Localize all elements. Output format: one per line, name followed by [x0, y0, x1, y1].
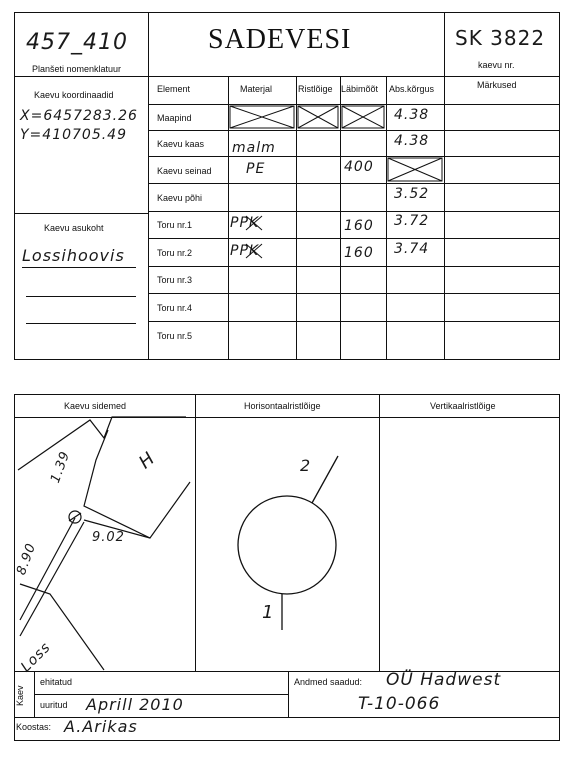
compiled-label: Koostas: — [16, 722, 52, 732]
sketch-dim-3: 9.02 — [92, 530, 125, 545]
cell-diameter: 400 — [344, 159, 374, 175]
cell-height: 3.74 — [394, 241, 430, 257]
footer-middle-divider — [288, 671, 289, 717]
cell-height: 4.38 — [394, 133, 430, 149]
cell-height: 4.38 — [394, 107, 430, 123]
col-header-notes: Märkused — [477, 80, 517, 90]
coordinate-x: X=6457283.26 — [20, 108, 138, 124]
row-element: Toru nr.4 — [157, 303, 193, 313]
cell-material: PPK — [230, 243, 260, 259]
location-label: Kaevu asukoht — [44, 223, 104, 233]
measured-label: uuritud — [40, 700, 68, 710]
pipe-2-label: 2 — [300, 456, 312, 475]
cell-height: 3.72 — [394, 213, 430, 229]
row-element: Toru nr.5 — [157, 331, 193, 341]
data-reference: T-10-066 — [358, 694, 441, 714]
cell-material: malm — [232, 140, 276, 156]
sheet-label: Planšeti nomenklatuur — [32, 64, 122, 74]
data-label: Andmed saadud: — [294, 677, 363, 687]
col-header-element: Element — [157, 84, 191, 94]
row-element: Toru nr.1 — [157, 220, 193, 230]
section-horizontal-label: Horisontaalristlõige — [244, 401, 321, 411]
well-number: SK 3822 — [455, 26, 546, 50]
sketch-loss: Loss — [18, 639, 55, 676]
built-label: ehitatud — [40, 677, 73, 687]
kaev-label: Kaev — [15, 685, 25, 706]
row-element: Kaevu põhi — [157, 193, 203, 203]
horizontal-section — [238, 456, 338, 630]
col-header-cross: Ristlõige — [298, 84, 333, 94]
compiled-value: A.Arikas — [64, 717, 138, 736]
pipe-1-label: 1 — [262, 602, 275, 623]
cell-material: PPK — [230, 215, 260, 231]
cell-diameter: 160 — [344, 218, 374, 234]
sketch-letter-h: H — [134, 447, 160, 474]
well-label: kaevu nr. — [478, 60, 515, 70]
col-header-diameter: Läbimõõt — [341, 84, 379, 94]
col-header-height: Abs.kõrgus — [389, 84, 435, 94]
col-header-material: Materjal — [240, 84, 273, 94]
data-source: OÜ Hadwest — [386, 670, 502, 690]
page-title: SADEVESI — [208, 24, 352, 55]
row-element: Kaevu kaas — [157, 139, 205, 149]
sketch-dim-1: 1.39 — [48, 449, 74, 486]
coordinates-label: Kaevu koordinaadid — [34, 90, 114, 100]
section-ties-label: Kaevu sidemed — [64, 401, 127, 411]
sheet-number: 457_410 — [26, 30, 128, 55]
row-element: Toru nr.3 — [157, 275, 193, 285]
section-vertical-label: Vertikaalristlõige — [430, 401, 496, 411]
coordinate-y: Y=410705.49 — [20, 127, 127, 143]
cell-height: 3.52 — [394, 186, 430, 202]
measured-value: Aprill 2010 — [86, 695, 184, 714]
sketch-dim-2: 8.90 — [14, 541, 40, 578]
cell-material: PE — [246, 161, 266, 177]
cell-diameter: 160 — [344, 245, 374, 261]
location-value: Lossihoovis — [22, 246, 125, 265]
row-element: Kaevu seinad — [157, 166, 212, 176]
row-element: Maapind — [157, 113, 192, 123]
row-element: Toru nr.2 — [157, 248, 193, 258]
